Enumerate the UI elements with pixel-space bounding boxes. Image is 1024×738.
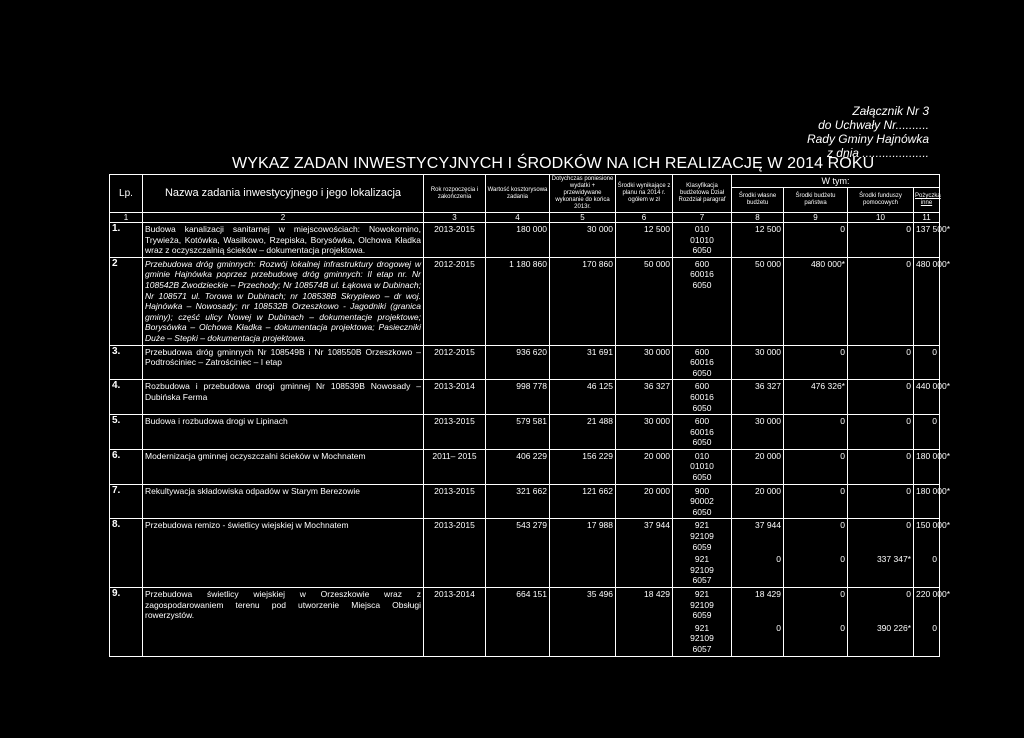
plan-value: 12 500 — [616, 223, 673, 258]
header-own-funds: Środki własne budżetu — [732, 188, 784, 213]
spent-value: 17 988 — [550, 519, 616, 553]
task-name — [143, 553, 424, 587]
annex-note — [729, 104, 929, 160]
own-funds-value: 50 000 — [732, 257, 784, 345]
own-funds-value: 0 — [732, 622, 784, 656]
task-name: Przebudowa remizo - świetlicy wiejskiej w Mochnatem — [143, 519, 424, 553]
table-row — [110, 553, 940, 587]
loan-value: 180 000* — [914, 484, 940, 519]
col-num: 8 — [732, 213, 784, 223]
row-number: 1. — [110, 223, 143, 258]
classification: 600 60016 6050 — [673, 257, 732, 345]
task-name — [143, 622, 424, 656]
table-row — [110, 622, 940, 656]
header-aid-funds: Środki funduszy pomocowych — [848, 188, 914, 213]
task-name: Rekultywacja składowiska odpadów w Starym Berezowie — [143, 484, 424, 519]
aid-funds-value: 390 226* — [848, 622, 914, 656]
aid-funds-value: 337 347* — [848, 553, 914, 587]
loan-value: 180 000* — [914, 449, 940, 484]
annex-line-2: do Uchwały Nr.......... — [818, 118, 929, 132]
table-row — [110, 415, 940, 450]
row-number: 5. — [110, 415, 143, 450]
years: 2013-2015 — [424, 223, 486, 258]
years: 2012-2015 — [424, 345, 486, 380]
row-number — [110, 622, 143, 656]
classification: 010 01010 6050 — [673, 223, 732, 258]
loan-value: 440 000* — [914, 380, 940, 415]
years: 2011– 2015 — [424, 449, 486, 484]
years — [424, 553, 486, 587]
spent-value: 30 000 — [550, 223, 616, 258]
row-number: 7. — [110, 484, 143, 519]
classification: 921 92109 6059 — [673, 519, 732, 553]
col-num: 11 — [914, 213, 940, 223]
row-number: 4. — [110, 380, 143, 415]
plan-value: 30 000 — [616, 415, 673, 450]
col-num: 7 — [673, 213, 732, 223]
spent-value: 121 662 — [550, 484, 616, 519]
years: 2013-2015 — [424, 484, 486, 519]
loan-value: 0 — [914, 553, 940, 587]
row-number: 6. — [110, 449, 143, 484]
aid-funds-value: 0 — [848, 345, 914, 380]
cost-value — [486, 553, 550, 587]
task-name: Przebudowa dróg gminnych: Rozwój lokalnej infrastruktury drogowej w gminie Hajnówka poprzez przebudowę dróg gminnych: II etap nr. Nr 108542B Zwodzieckie – Przechody; Nr 108574B ul. Łąkowa w Dubinach; Nr 108571 ul. Torowa w Dubinach; nr 108538B Skryplewo – dr woj. Hajnówka – Nowosady; nr 108532B Orzeszkowo - Jagodniki (granica gminy); część ulicy Nowej w Dubinach – dokumentacje projektowe; Borysówka – Olchowa Kładka – dokumentacja projektowa; Pasieczniki Duże – Stepki – dokumentacja projektowa. — [143, 257, 424, 345]
own-funds-value: 36 327 — [732, 380, 784, 415]
cost-value: 406 229 — [486, 449, 550, 484]
task-name: Modernizacja gminnej oczyszczalni ścieków w Mochnatem — [143, 449, 424, 484]
state-funds-value: 480 000* — [784, 257, 848, 345]
aid-funds-value: 0 — [848, 588, 914, 622]
state-funds-value: 0 — [784, 519, 848, 553]
years: 2013-2015 — [424, 519, 486, 553]
task-name: Przebudowa świetlicy wiejskiej w Orzeszkowie wraz z zagospodarowaniem terenu pod utworzenie Miejsca Obsługi rowerzystów. — [143, 588, 424, 622]
classification: 921 92109 6057 — [673, 622, 732, 656]
aid-funds-value: 0 — [848, 519, 914, 553]
years: 2013-2015 — [424, 415, 486, 450]
spent-value: 46 125 — [550, 380, 616, 415]
loan-value: 0 — [914, 415, 940, 450]
classification: 921 92109 6059 — [673, 588, 732, 622]
spent-value: 170 860 — [550, 257, 616, 345]
plan-value: 18 429 — [616, 588, 673, 622]
spent-value — [550, 553, 616, 587]
state-funds-value: 0 — [784, 484, 848, 519]
plan-value: 50 000 — [616, 257, 673, 345]
loan-value: 0 — [914, 622, 940, 656]
plan-value: 20 000 — [616, 449, 673, 484]
own-funds-value: 37 944 — [732, 519, 784, 553]
spent-value: 21 488 — [550, 415, 616, 450]
task-name: Rozbudowa i przebudowa drogi gminnej Nr 108539B Nowosady – Dubińska Ferma — [143, 380, 424, 415]
years: 2012-2015 — [424, 257, 486, 345]
header-year: Rok rozpoczęcia i zakończenia — [424, 175, 486, 213]
classification: 010 01010 6050 — [673, 449, 732, 484]
cost-value: 579 581 — [486, 415, 550, 450]
loan-value: 220 000* — [914, 588, 940, 622]
years: 2013-2014 — [424, 588, 486, 622]
plan-value — [616, 622, 673, 656]
state-funds-value: 0 — [784, 588, 848, 622]
table-row — [110, 380, 940, 415]
spent-value: 31 691 — [550, 345, 616, 380]
task-name: Przebudowa dróg gminnych Nr 108549B i Nr 108550B Orzeszkowo – Podtrościniec – Zatrościniec – I etap — [143, 345, 424, 380]
table-row — [110, 345, 940, 380]
plan-value: 20 000 — [616, 484, 673, 519]
table-row — [110, 257, 940, 345]
classification: 921 92109 6057 — [673, 553, 732, 587]
aid-funds-value: 0 — [848, 415, 914, 450]
header-classification: Klasyfikacja budżetowa Dział Rozdział paragraf — [673, 175, 732, 213]
aid-funds-value: 0 — [848, 484, 914, 519]
classification: 600 60016 6050 — [673, 380, 732, 415]
table-row — [110, 588, 940, 622]
col-num: 1 — [110, 213, 143, 223]
loan-value: 137 500* — [914, 223, 940, 258]
state-funds-value: 0 — [784, 622, 848, 656]
state-funds-value: 0 — [784, 415, 848, 450]
aid-funds-value: 0 — [848, 380, 914, 415]
table-row — [110, 519, 940, 553]
spent-value: 35 496 — [550, 588, 616, 622]
col-num: 3 — [424, 213, 486, 223]
own-funds-value: 20 000 — [732, 484, 784, 519]
plan-value: 30 000 — [616, 345, 673, 380]
investment-table — [109, 174, 951, 657]
own-funds-value: 18 429 — [732, 588, 784, 622]
loan-value: 150 000* — [914, 519, 940, 553]
col-num: 6 — [616, 213, 673, 223]
header-spent: Dotychczas poniesione wydatki + przewidywane wykonanie do końca 2013r. — [550, 175, 616, 213]
row-number: 8. — [110, 519, 143, 553]
row-number — [110, 553, 143, 587]
loan-value: 0 — [914, 345, 940, 380]
own-funds-value: 20 000 — [732, 449, 784, 484]
annex-line-1: Załącznik Nr 3 — [852, 104, 929, 118]
cost-value: 664 151 — [486, 588, 550, 622]
classification: 900 90002 6050 — [673, 484, 732, 519]
cost-value: 543 279 — [486, 519, 550, 553]
plan-value: 36 327 — [616, 380, 673, 415]
state-funds-value: 0 — [784, 553, 848, 587]
header-cost: Wartość kosztorysowa zadania — [486, 175, 550, 213]
col-num: 4 — [486, 213, 550, 223]
task-name: Budowa i rozbudowa drogi w Lipinach — [143, 415, 424, 450]
header-loan: Pożyczka inne — [914, 188, 940, 213]
task-name: Budowa kanalizacji sanitarnej w miejscowościach: Nowokornino, Trywieża, Kotówka, Wasilkowo, Rzepiska, Borysówka, Olchowa Kładka wraz z oczyszczalnią ścieków – dokumentacja projektowa. — [143, 223, 424, 258]
cost-value: 998 778 — [486, 380, 550, 415]
column-number-row — [110, 213, 940, 223]
aid-funds-value: 0 — [848, 223, 914, 258]
own-funds-value: 0 — [732, 553, 784, 587]
annex-line-4: z dnia .................... — [826, 146, 929, 160]
cost-value: 180 000 — [486, 223, 550, 258]
years — [424, 622, 486, 656]
cost-value: 321 662 — [486, 484, 550, 519]
col-num: 10 — [848, 213, 914, 223]
header-w-tym: W tym: — [732, 175, 940, 188]
plan-value: 37 944 — [616, 519, 673, 553]
row-number: 3. — [110, 345, 143, 380]
spent-value — [550, 622, 616, 656]
document-title: WYKAZ ZADAN INWESTYCYJNYCH I ŚRODKÓW NA ICH REALIZACJĘ W 2014 ROKU — [232, 155, 875, 172]
aid-funds-value: 0 — [848, 449, 914, 484]
table-row — [110, 223, 940, 258]
table-row — [110, 449, 940, 484]
row-number: 9. — [110, 588, 143, 622]
col-num: 2 — [143, 213, 424, 223]
own-funds-value: 30 000 — [732, 415, 784, 450]
state-funds-value: 0 — [784, 223, 848, 258]
state-funds-value: 0 — [784, 449, 848, 484]
spent-value: 156 229 — [550, 449, 616, 484]
cost-value — [486, 622, 550, 656]
cost-value: 936 620 — [486, 345, 550, 380]
header-lp: Lp. — [110, 175, 143, 213]
classification: 600 60016 6050 — [673, 415, 732, 450]
own-funds-value: 30 000 — [732, 345, 784, 380]
row-number: 2 — [110, 257, 143, 345]
header-state-funds: Środki budżetu państwa — [784, 188, 848, 213]
col-num: 9 — [784, 213, 848, 223]
col-num: 5 — [550, 213, 616, 223]
own-funds-value: 12 500 — [732, 223, 784, 258]
cost-value: 1 180 860 — [486, 257, 550, 345]
aid-funds-value: 0 — [848, 257, 914, 345]
header-task-name: Nazwa zadania inwestycyjnego i jego lokalizacja — [143, 175, 424, 213]
annex-line-3: Rady Gminy Hajnówka — [806, 132, 929, 146]
state-funds-value: 0 — [784, 345, 848, 380]
years: 2013-2014 — [424, 380, 486, 415]
classification: 600 60016 6050 — [673, 345, 732, 380]
table-row — [110, 484, 940, 519]
header-plan: Środki wynikające z planu na 2014 r. ogółem w zł — [616, 175, 673, 213]
state-funds-value: 476 326* — [784, 380, 848, 415]
loan-value: 480 000* — [914, 257, 940, 345]
plan-value — [616, 553, 673, 587]
